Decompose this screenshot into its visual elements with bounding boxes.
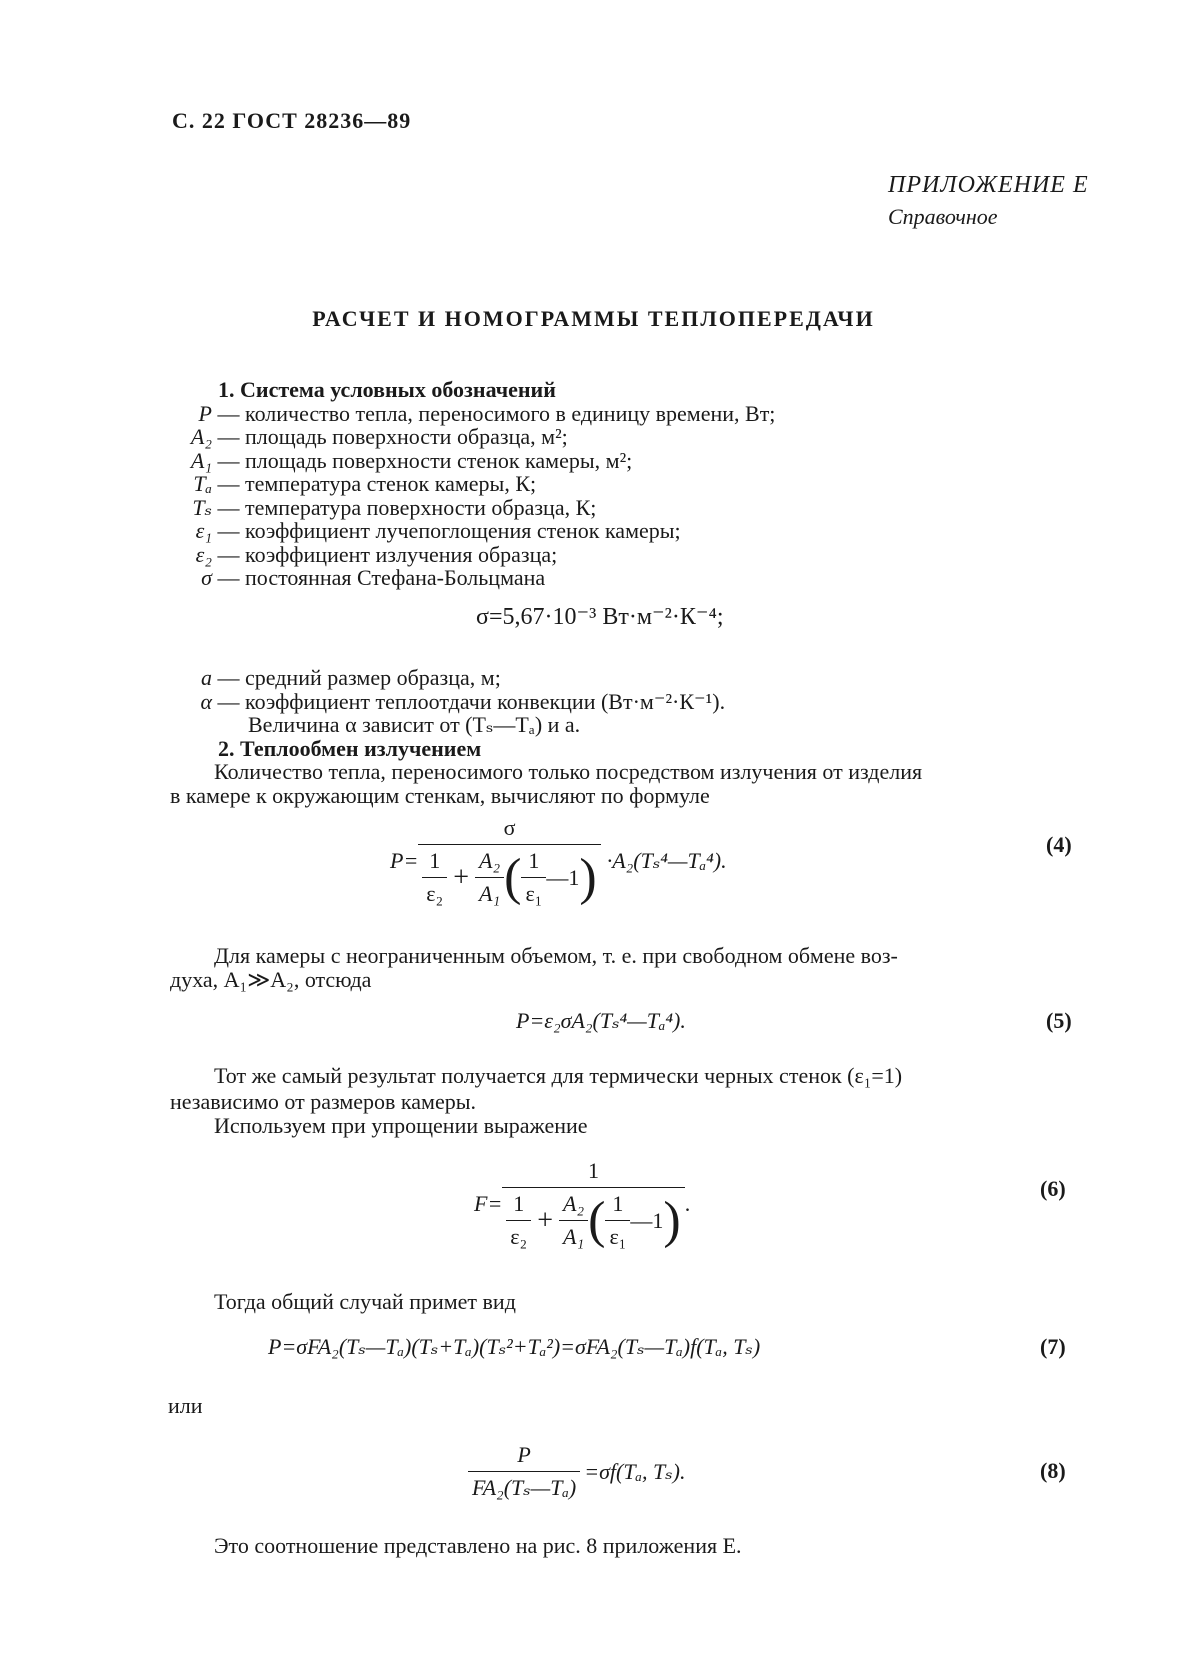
definition-row: α — коэффициент теплоотдачи конвекции (Вт·м⁻²·К⁻¹). — [200, 688, 726, 714]
page-number: С. 22 — [172, 108, 226, 133]
paragraph-line: независимо от размеров камеры. — [170, 1089, 477, 1114]
definition-row: Tₛ — температура поверхности образца, К; — [192, 494, 597, 520]
paragraph-line: Используем при упрощении выражение — [214, 1113, 588, 1138]
definition-row: A₁ — площадь поверхности стенок камеры, м²; — [190, 447, 633, 473]
equation-number-5: (5) — [1046, 1008, 1072, 1033]
page-title: РАСЧЕТ И НОМОГРАММЫ ТЕПЛОПЕРЕДАЧИ — [312, 306, 875, 331]
equation-4: P= σ $\frac{1}{\text{ε₂}}$ + $\frac{\text{A₂}}{\text{A₁}}$ ( $\frac{1}{\text{ε₁}}$ —1 ) ·A₂(Tₛ⁴—Tₐ⁴). — [390, 815, 727, 906]
section-1-heading: 1. Система условных обозначений — [218, 377, 556, 402]
section-2-heading: 2. Теплообмен излучением — [218, 735, 482, 761]
paragraph-line: Количество тепла, переносимого только посредством излучения от изделия — [214, 759, 923, 784]
paragraph-line: или — [168, 1393, 203, 1418]
definition-row: A₂ — площадь поверхности образца, м²; — [190, 424, 568, 449]
equation-8: $\frac{P}{\text{FA₂(Tₛ—Tₐ)}}$ =σf(Tₐ, Tₛ). — [468, 1442, 686, 1501]
equation-7: P=σFA₂(Tₛ—Tₐ)(Tₛ+Tₐ)(Tₛ²+Tₐ²)=σFA₂(Tₛ—Tₐ)f(Tₐ, Tₛ) — [268, 1334, 761, 1359]
main-fraction: σ $\frac{1}{\text{ε₂}}$ + $\frac{\text{A₂}}{\text{A₁}}$ ( $\frac{1}{\text{ε₁}}$ —1 ) — [418, 815, 600, 907]
equation-6: F= 1 $\frac{1}{\text{ε₂}}$ + $\frac{\text{A₂}}{\text{A₁}}$ ( $\frac{1}{\text{ε₁}}$ —1 ) . — [474, 1158, 691, 1249]
paragraph-line: Тот же самый результат получается для термически черных стенок (ε₁=1) — [214, 1063, 903, 1088]
notation-section — [178, 378, 775, 590]
paragraph-line: в камере к окружающим стенкам, вычисляют по формуле — [170, 783, 710, 808]
equation-5: P=ε₂σA₂(Tₛ⁴—Tₐ⁴). — [516, 1008, 686, 1033]
equation-number-8: (8) — [1040, 1458, 1066, 1483]
equation-number-7: (7) — [1040, 1334, 1066, 1359]
paragraph-line: духа, A₁≫A₂, отсюда — [170, 967, 372, 992]
definition-row: P — количество тепла, переносимого в единицу времени, Вт; — [198, 400, 776, 426]
definition-row: ε₂ — коэффициент излучения образца; — [195, 541, 558, 567]
page-header — [172, 108, 411, 134]
definition-row: σ — постоянная Стефана-Больцмана — [201, 565, 546, 590]
main-fraction: 1 $\frac{1}{\text{ε₂}}$ + $\frac{\text{A₂}}{\text{A₁}}$ ( $\frac{1}{\text{ε₁}}$ —1 ) — [502, 1158, 684, 1250]
paragraph-line: Для камеры с неограниченным объемом, т. е. при свободном обмене воз- — [214, 943, 898, 968]
definition-row: ε₁ — коэффициент лучепоглощения стенок камеры; — [195, 518, 681, 543]
appendix-subtitle: Справочное — [888, 204, 998, 229]
paragraph-line: Тогда общий случай примет вид — [214, 1289, 516, 1314]
equation-number-6: (6) — [1040, 1176, 1066, 1201]
alpha-note: Величина α зависит от (Tₛ—Tₐ) и a. — [248, 712, 581, 737]
stefan-boltzmann-value: σ=5,67·10⁻³ Вт·м⁻²·К⁻⁴; — [476, 604, 724, 630]
definition-row: a — средний размер образца, м; — [201, 665, 501, 690]
equation-number-4: (4) — [1046, 832, 1072, 857]
standard-code: ГОСТ 28236—89 — [232, 108, 412, 133]
appendix-title: ПРИЛОЖЕНИЕ Е — [888, 172, 1089, 198]
definition-row: Tₐ — температура стенок камеры, К; — [193, 471, 537, 496]
notation-section-continued — [178, 666, 725, 760]
closing-paragraph: Это соотношение представлено на рис. 8 приложения Е. — [214, 1533, 742, 1558]
